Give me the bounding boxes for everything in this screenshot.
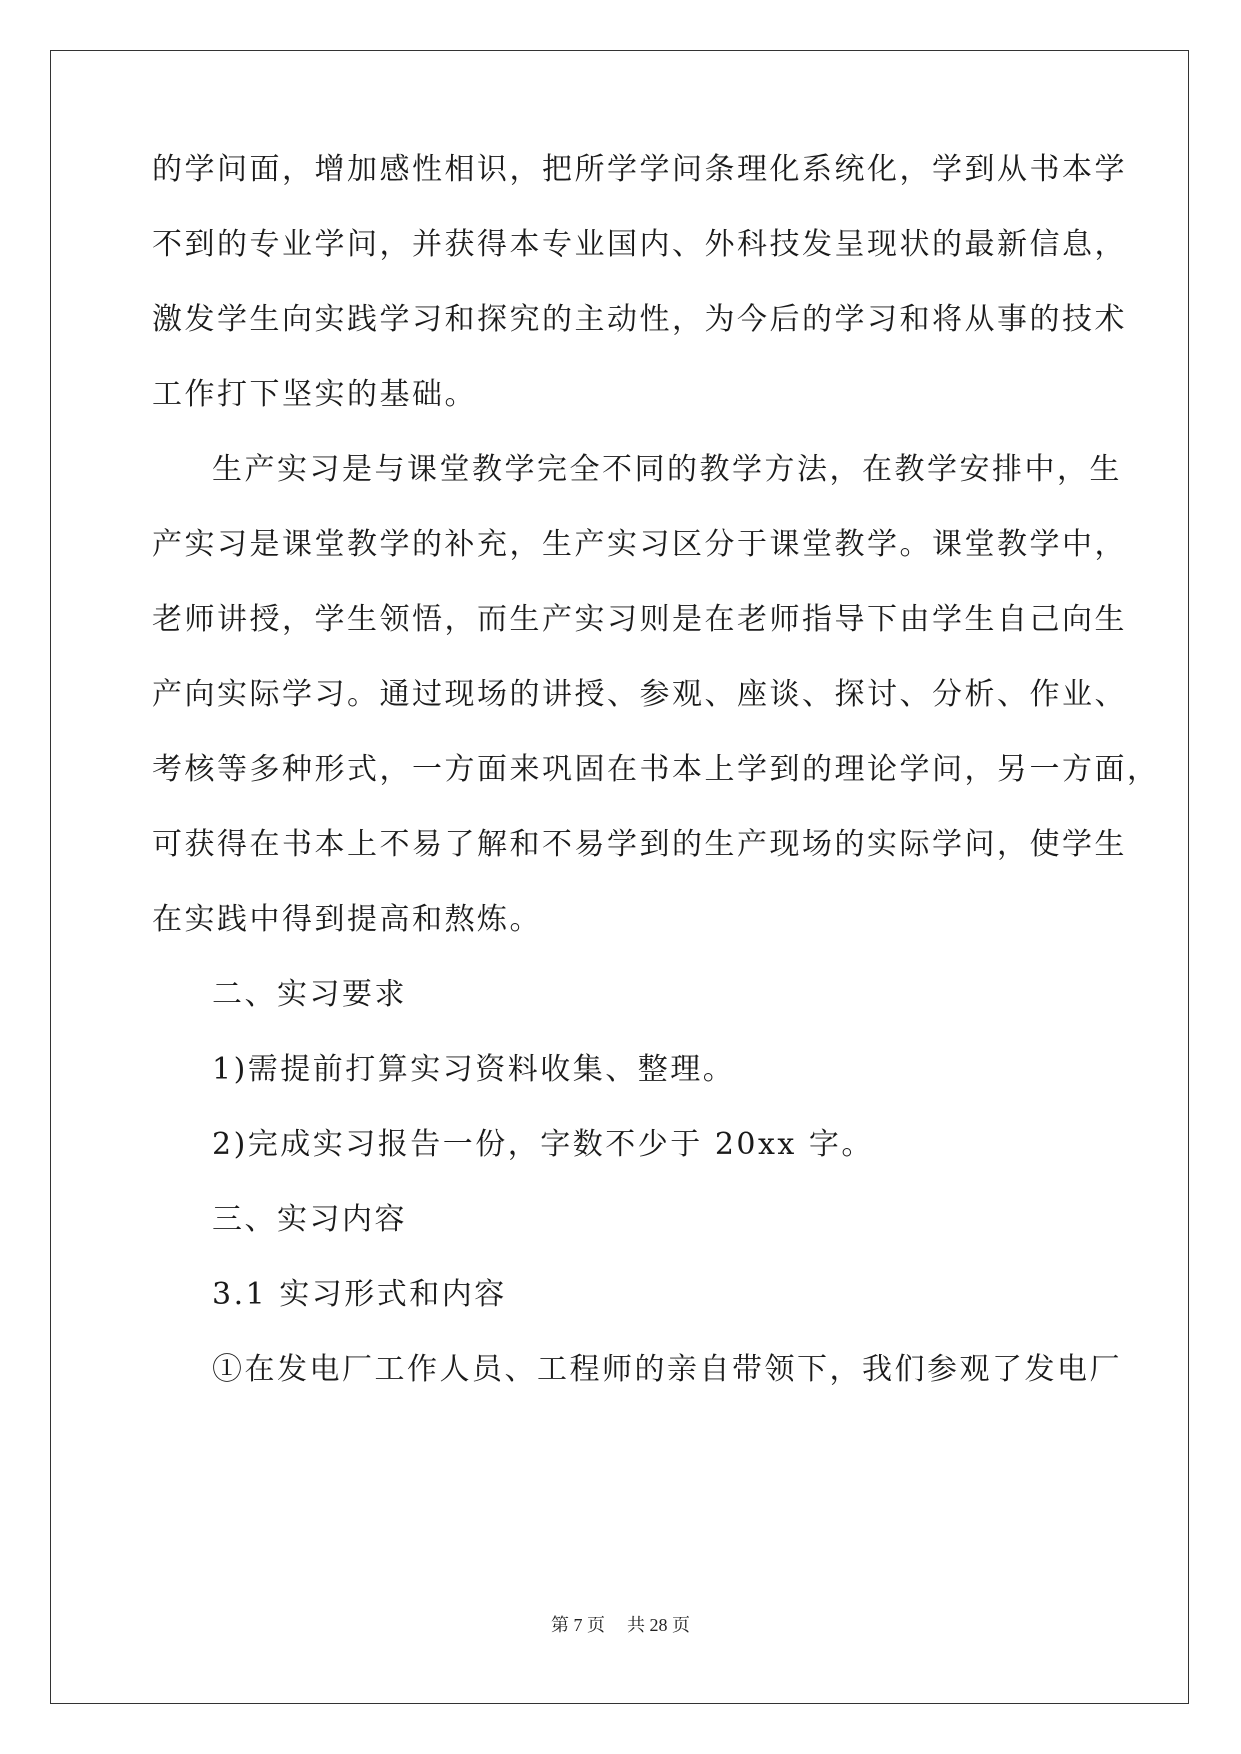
page-total: 共 28 页 xyxy=(627,1615,690,1635)
page-frame xyxy=(50,50,1189,1704)
body-text-line: 的学问面，增加感性相识，把所学学问条理化系统化，学到从书本学 xyxy=(152,152,1127,187)
list-item: ①在发电厂工作人员、工程师的亲自带领下，我们参观了发电厂 xyxy=(212,1352,1122,1387)
section-heading: 三、实习内容 xyxy=(212,1202,407,1237)
paragraph-first-line: 生产实习是与课堂教学完全不同的教学方法，在教学安排中，生 xyxy=(212,452,1122,487)
page-footer xyxy=(0,1614,1241,1636)
body-text-line: 在实践中得到提高和熬炼。 xyxy=(152,902,542,937)
body-text-line: 考核等多种形式，一方面来巩固在书本上学到的理论学问，另一方面， xyxy=(152,752,1160,787)
body-text-line: 不到的专业学问，并获得本专业国内、外科技发呈现状的最新信息， xyxy=(152,227,1127,262)
body-text-line: 可获得在书本上不易了解和不易学到的生产现场的实际学问，使学生 xyxy=(152,827,1127,862)
body-text-line: 工作打下坚实的基础。 xyxy=(152,377,477,412)
body-text-line: 激发学生向实践学习和探究的主动性，为今后的学习和将从事的技术 xyxy=(152,302,1127,337)
list-item: 1)需提前打算实习资料收集、整理。 xyxy=(212,1052,736,1087)
body-text-line: 产实习是课堂教学的补充，生产实习区分于课堂教学。课堂教学中， xyxy=(152,527,1127,562)
body-text-line: 老师讲授，学生领悟，而生产实习则是在老师指导下由学生自己向生 xyxy=(152,602,1127,637)
subsection-heading: 3.1 实习形式和内容 xyxy=(212,1277,507,1312)
list-item: 2)完成实习报告一份，字数不少于 20xx 字。 xyxy=(212,1127,874,1162)
section-heading: 二、实习要求 xyxy=(212,977,407,1012)
page-number: 第 7 页 xyxy=(551,1615,605,1635)
body-text-line: 产向实际学习。通过现场的讲授、参观、座谈、探讨、分析、作业、 xyxy=(152,677,1127,712)
